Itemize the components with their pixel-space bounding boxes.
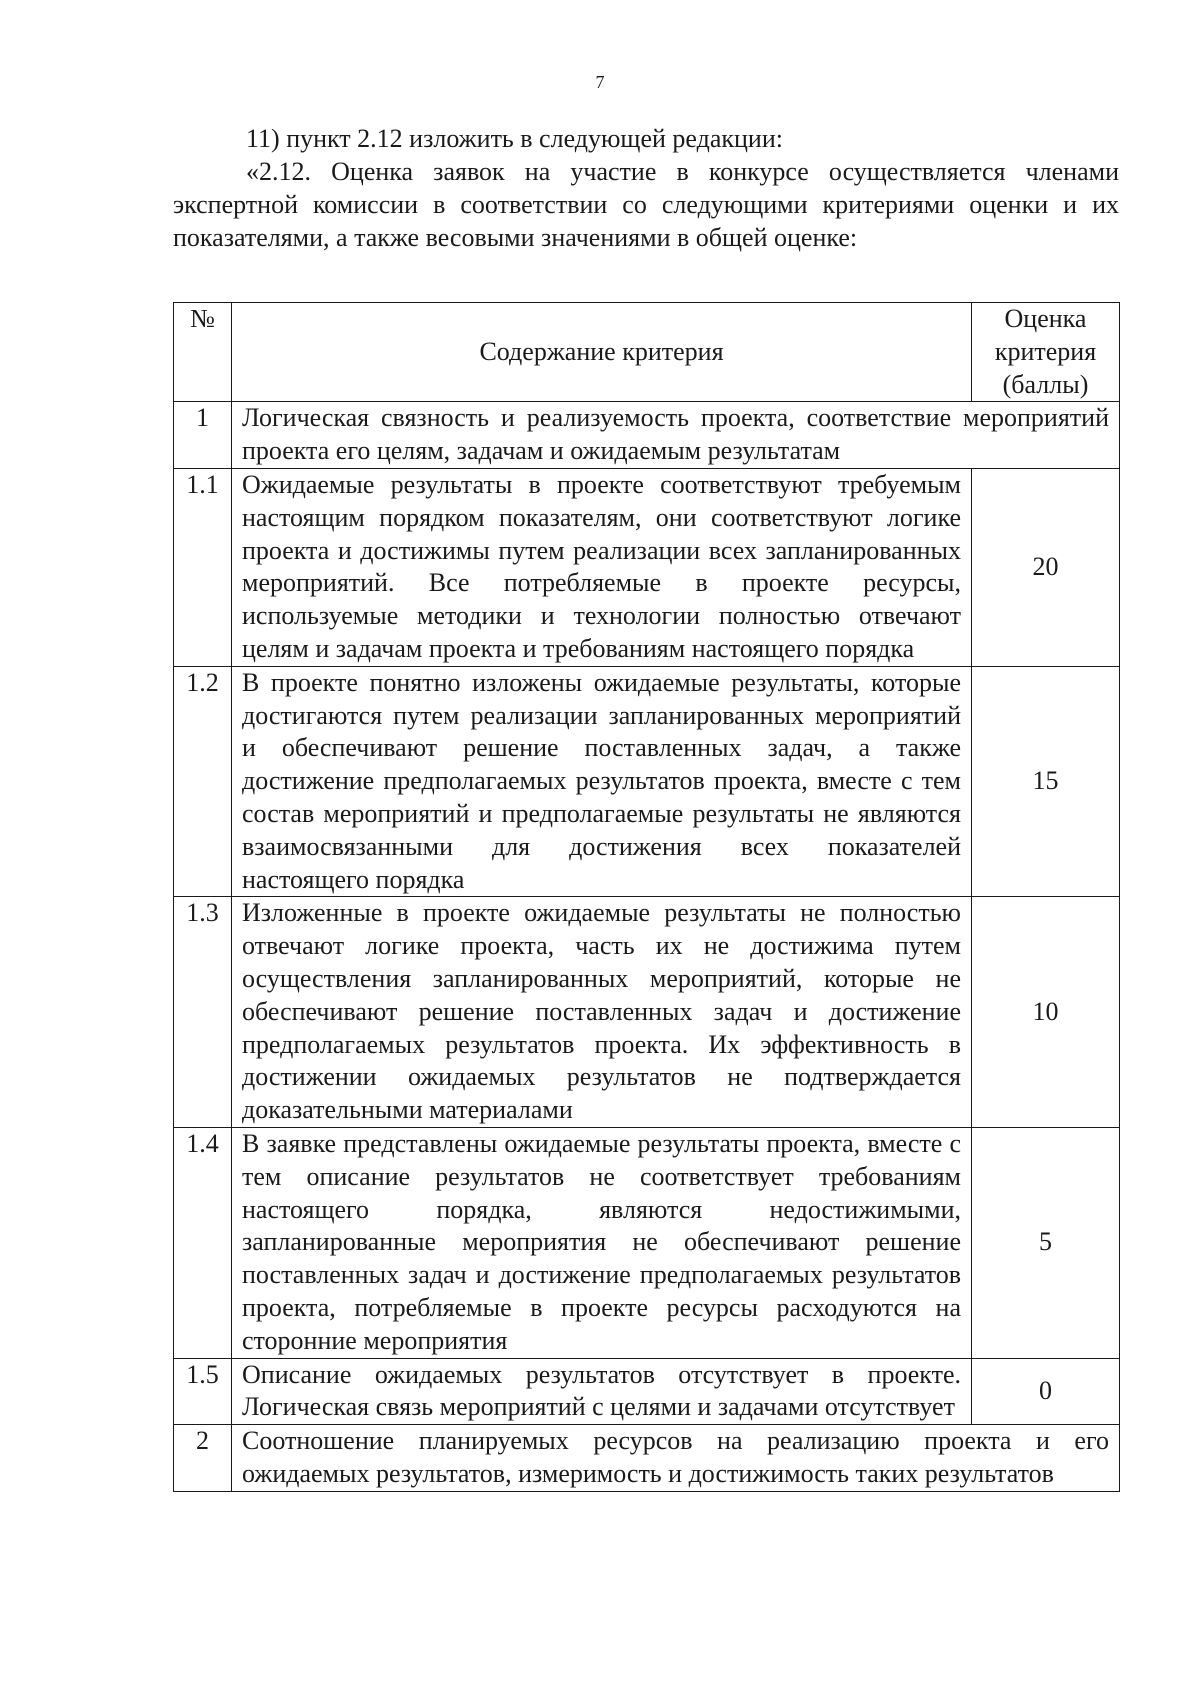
header-number: № [174,303,232,402]
table-row [174,897,1120,1128]
header-content: Содержание критерия [232,303,972,402]
criterion-description: В проекте понятно изложены ожидаемые результаты, которые достигаются путем реализации запланированных мероприятий и обеспечивают решение поставленных задач, а также достижение предполагаемых результатов проекта, вместе с тем состав мероприятий и предполагаемые результаты не являются взаимосвязанными для достижения всех показателей настоящего порядка [232,666,972,897]
criterion-description: Описание ожидаемых результатов отсутствует в проекте. Логическая связь мероприятий с целями и задачами отсутствует [232,1358,972,1425]
criterion-title: Соотношение планируемых ресурсов на реализацию проекта и его ожидаемых результатов, измеримость и достижимость таких результатов [232,1425,1120,1492]
table-row [174,468,1120,666]
row-number: 1 [174,402,232,469]
row-number: 1.3 [174,897,232,1128]
criteria-table [173,302,1120,1492]
table-row [174,1425,1120,1492]
table-header-row [174,303,1120,402]
row-number: 1.2 [174,666,232,897]
page-number: 7 [595,72,605,92]
criterion-score: 5 [972,1127,1120,1358]
table-row [174,402,1120,469]
criterion-description: В заявке представлены ожидаемые результаты проекта, вместе с тем описание результатов не соответствует требованиям настоящего порядка, являются недостижимыми, запланированные мероприятия не обеспечивают решение поставленных задач и достижение предполагаемых результатов проекта, потребляемые в проекте ресурсы расходуются на сторонние мероприятия [232,1127,972,1358]
criterion-description: Изложенные в проекте ожидаемые результаты не полностью отвечают логике проекта, часть их не достижима путем осуществления запланированных мероприятий, которые не обеспечивают решение поставленных задач и достижение предполагаемых результатов проекта. Их эффективность в достижении ожидаемых результатов не подтверждается доказательными материалами [232,897,972,1128]
criterion-description: Ожидаемые результаты в проекте соответствуют требуемым настоящим порядком показателям, они соответствуют логике проекта и достижимы путем реализации всех запланированных мероприятий. Все потребляемые в проекте ресурсы, используемые методики и технологии полностью отвечают целям и задачам проекта и требованиям настоящего порядка [232,468,972,666]
criterion-score: 15 [972,666,1120,897]
intro-text [173,122,1119,254]
table-row [174,1127,1120,1358]
criterion-score: 20 [972,468,1120,666]
criterion-title: Логическая связность и реализуемость проекта, соответствие мероприятий проекта его целям, задачам и ожидаемым результатам [232,402,1120,469]
header-score: Оценка критерия (баллы) [972,303,1120,402]
row-number: 1.5 [174,1358,232,1425]
row-number: 2 [174,1425,232,1492]
amendment-item: 11) пункт 2.12 изложить в следующей редакции: [246,124,783,153]
row-number: 1.4 [174,1127,232,1358]
row-number: 1.1 [174,468,232,666]
table-row [174,1358,1120,1425]
amendment-paragraph: «2.12. Оценка заявок на участие в конкурсе осуществляется членами экспертной комиссии в соответствии со следующими критериями оценки и их показателями, а также весовыми значениями в общей оценке: [173,157,1119,252]
criterion-score: 0 [972,1358,1120,1425]
table-row [174,666,1120,897]
criterion-score: 10 [972,897,1120,1128]
